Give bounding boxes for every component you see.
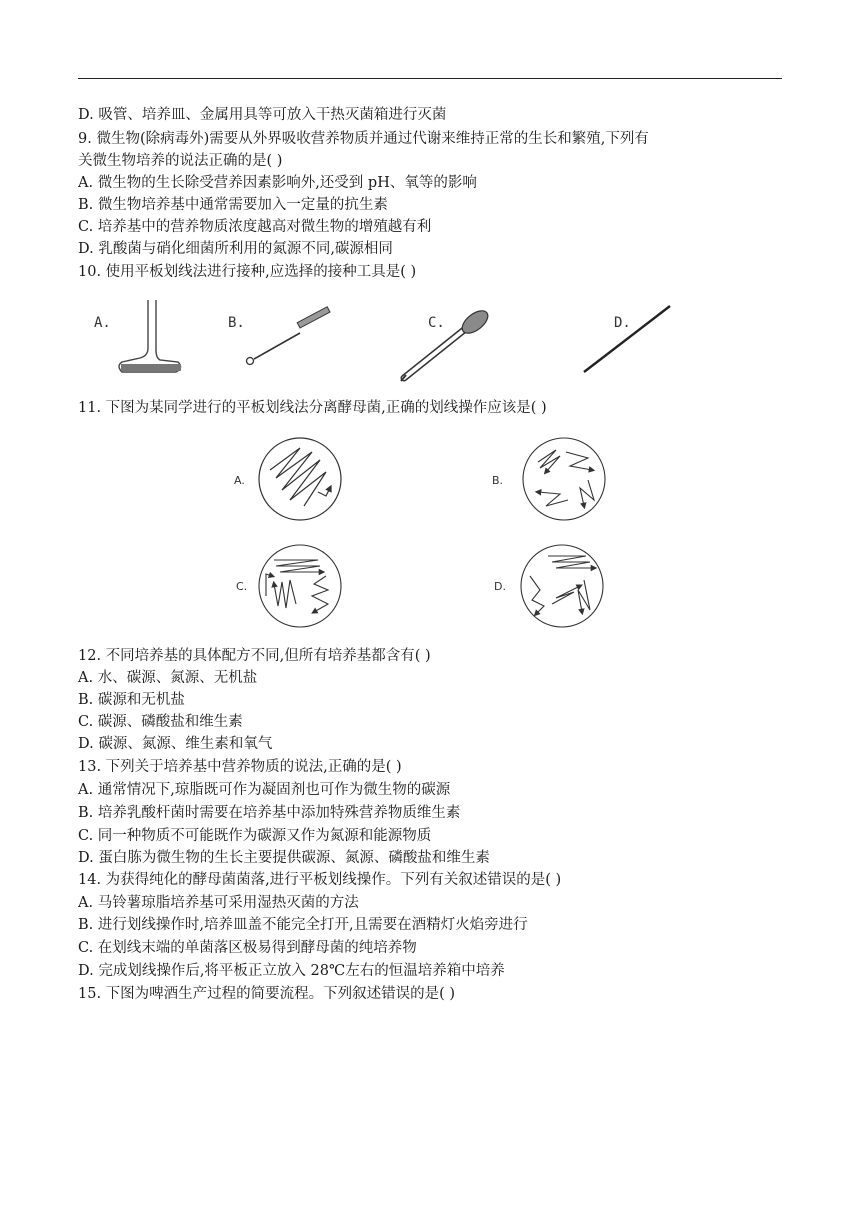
q11-stem: 11. 下图为某同学进行的平板划线法分离酵母菌,正确的划线操作应该是( ) [78, 400, 547, 416]
q13-option-b: B. 培养乳酸杆菌时需要在培养基中添加特殊营养物质维生素 [78, 805, 461, 821]
q10-label-b: B. [228, 315, 245, 331]
q11-label-d: D. [494, 580, 506, 593]
q10-label-c: C. [428, 315, 445, 331]
q9-option-b: B. 微生物培养基中通常需要加入一定量的抗生素 [78, 197, 388, 213]
q13-option-c: C. 同一种物质不可能既作为碳源又作为氮源和能源物质 [78, 828, 432, 844]
q11-label-a: A. [234, 474, 245, 487]
q12-stem: 12. 不同培养基的具体配方不同,但所有培养基都含有( ) [78, 648, 431, 664]
q9-stem-line2: 关微生物培养的说法正确的是( ) [78, 153, 283, 169]
q14-option-b: B. 进行划线操作时,培养皿盖不能完全打开,且需要在酒精灯火焰旁进行 [78, 917, 528, 933]
q12-option-d: D. 碳源、氮源、维生素和氧气 [78, 736, 273, 752]
q13-option-d: D. 蛋白胨为微生物的生长主要提供碳源、氮源、磷酸盐和维生素 [78, 850, 490, 866]
q9-stem-line1: 9. 微生物(除病毒外)需要从外界吸收营养物质并通过代谢来维持正常的生长和繁殖,下列有 [78, 131, 649, 147]
q8-option-d: D. 吸管、培养皿、金属用具等可放入干热灭菌箱进行灭菌 [78, 107, 447, 123]
q11-label-b: B. [492, 474, 504, 487]
q11-label-c: C. [236, 580, 248, 593]
q9-option-c: C. 培养基中的营养物质浓度越高对微生物的增殖越有利 [78, 219, 432, 235]
streak-plate-b [523, 438, 605, 520]
q14-option-d: D. 完成划线操作后,将平板正立放入 28℃左右的恒温培养箱中培养 [78, 963, 505, 979]
q12-option-c: C. 碳源、磷酸盐和维生素 [78, 714, 243, 730]
q12-option-a: A. 水、碳源、氮源、无机盐 [78, 670, 258, 686]
q13-stem: 13. 下列关于培养基中营养物质的说法,正确的是( ) [78, 759, 402, 775]
q10-label-a: A. [94, 315, 111, 331]
q9-option-d: D. 乳酸菌与硝化细菌所利用的氮源不同,碳源相同 [78, 241, 393, 257]
q15-stem: 15. 下图为啤酒生产过程的简要流程。下列叙述错误的是( ) [78, 986, 456, 1002]
q10-stem: 10. 使用平板划线法进行接种,应选择的接种工具是( ) [78, 264, 417, 280]
streak-plate-d [521, 545, 603, 627]
q14-option-a: A. 马铃薯琼脂培养基可采用湿热灭菌的方法 [78, 895, 359, 911]
streak-plate-a [259, 438, 341, 520]
q9-option-a: A. 微生物的生长除受营养因素影响外,还受到 pH、氧等的影响 [78, 175, 477, 191]
q12-option-b: B. 碳源和无机盐 [78, 692, 185, 708]
q10-label-d: D. [614, 315, 631, 331]
q13-option-a: A. 通常情况下,琼脂既可作为凝固剂也可作为微生物的碳源 [78, 782, 451, 798]
q14-stem: 14. 为获得纯化的酵母菌菌落,进行平板划线操作。下列有关叙述错误的是( ) [78, 872, 562, 888]
streak-plate-c [259, 545, 341, 627]
q14-option-c: C. 在划线末端的单菌落区极易得到酵母菌的纯培养物 [78, 940, 417, 956]
